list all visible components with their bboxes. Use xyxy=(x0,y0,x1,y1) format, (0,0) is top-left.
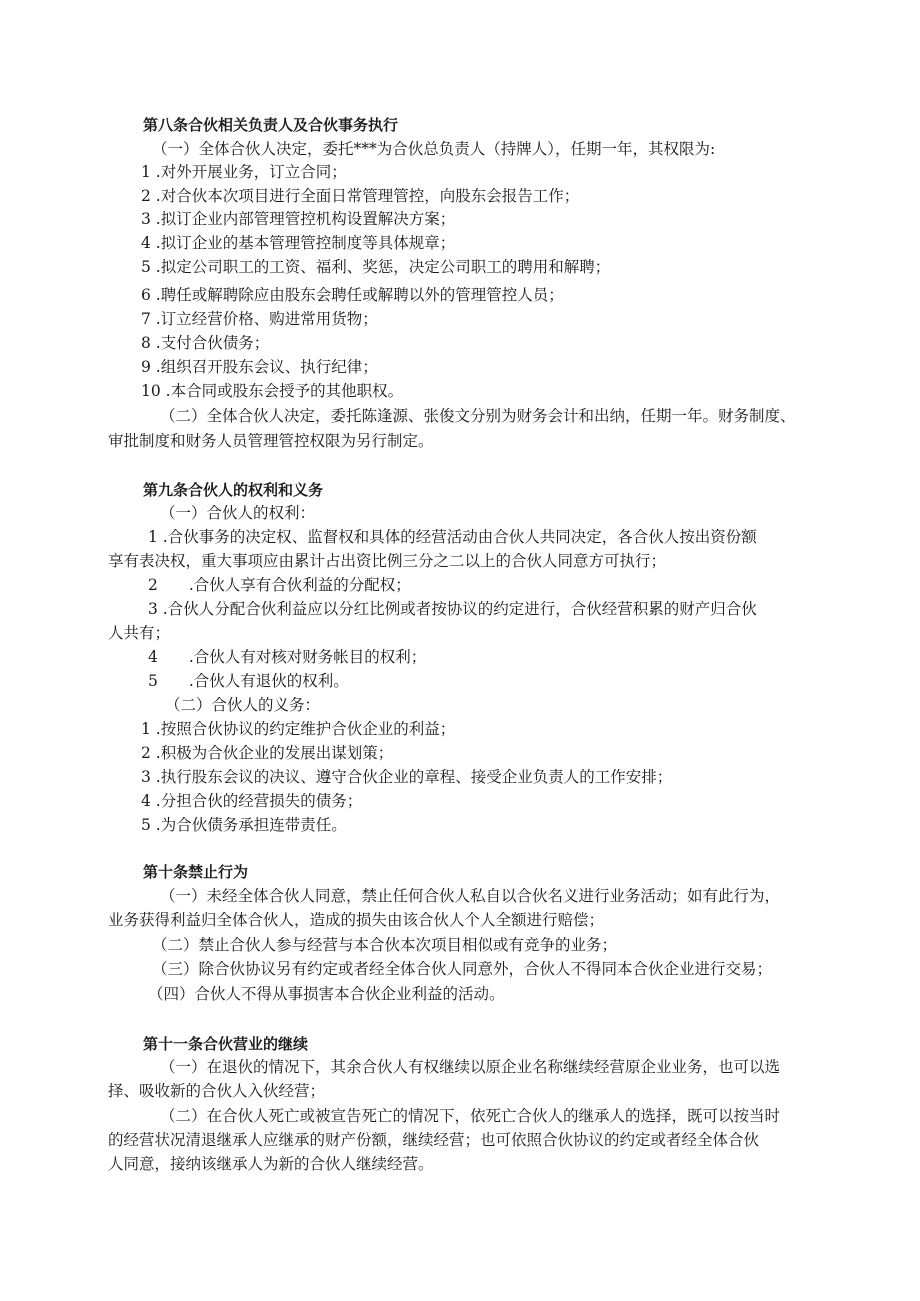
section-8-heading: 第八条合伙相关负责人及合伙事务执行 xyxy=(143,116,399,134)
section-8-line-3: 2 .对合伙本次项目进行全面日常管理管控，向股东会报告工作； xyxy=(141,187,580,205)
section-9-line-5: 3 .合伙人分配合伙利益应以分红比例或者按协议的约定进行，合伙经营积累的财产归合伙 xyxy=(148,600,757,618)
section-8-line-11: 10 .本合同或股东会授予的其他职权。 xyxy=(141,382,404,400)
section-10-line-4: （三）除合伙协议另有约定或者经全体合伙人同意外，合伙人不得同本合伙企业进行交易； xyxy=(152,960,773,978)
section-11-line-5: 人同意，接纳该继承人为新的合伙人继续经营。 xyxy=(108,1155,434,1173)
section-11-heading: 第十一条合伙营业的继续 xyxy=(143,1035,309,1053)
section-8-line-4: 3 .拟订企业内部管理管控机构设置解决方案； xyxy=(141,210,456,228)
section-9-line-14: 5 .为合伙债务承担连带责任。 xyxy=(141,816,347,834)
section-8-line-1: （一）全体合伙人决定，委托***为合伙总负责人（持牌人），任期一年，其权限为: xyxy=(152,140,716,158)
section-9-line-13: 4 .分担合伙的经营损失的债务； xyxy=(141,792,363,810)
section-11-line-2: 择、吸收新的合伙人入伙经营； xyxy=(108,1082,326,1100)
section-9-line-6: 人共有； xyxy=(108,624,171,642)
section-10-line-5: （四）合伙人不得从事损害本合伙企业利益的活动。 xyxy=(148,985,505,1003)
section-9-heading: 第九条合伙人的权利和义务 xyxy=(143,481,324,499)
section-9-line-4: 2 .合伙人享有合伙利益的分配权； xyxy=(148,576,411,594)
section-10-line-2: 业务获得利益归全体合伙人，造成的损失由该合伙人个人全额进行赔偿； xyxy=(108,911,605,929)
section-8-line-7: 6 .聘任或解聘除应由股东会聘任或解聘以外的管理管控人员； xyxy=(141,286,564,304)
section-8-line-2: 1 .对外开展业务，订立合同； xyxy=(141,163,347,181)
section-9-line-2: 1 .合伙事务的决定权、监督权和具体的经营活动由合伙人共同决定，各合伙人按出资份额 xyxy=(148,528,757,546)
section-9-line-7: 4 .合伙人有对核对财务帐目的权利； xyxy=(148,648,427,666)
section-8-line-5: 4 .拟订企业的基本管理管控制度等具体规章； xyxy=(141,234,456,252)
section-11-line-3: （二）在合伙人死亡或被宣告死亡的情况下，依死亡合伙人的继承人的选择，既可以按当时 xyxy=(160,1107,781,1125)
section-11-line-4: 的经营状况清退继承人应继承的财产份额，继续经营；也可依照合伙协议的约定或者经全体合伙 xyxy=(108,1131,760,1149)
section-9-line-1: （一）合伙人的权利： xyxy=(160,504,316,522)
section-9-line-10: 1 .按照合伙协议的约定维护合伙企业的利益； xyxy=(141,720,456,738)
section-11-line-1: （一）在退伙的情况下，其余合伙人有权继续以原企业名称继续经营原企业业务，也可以选 xyxy=(160,1058,781,1076)
section-10-line-3: （二）禁止合伙人参与经营与本合伙本次项目相似或有竞争的业务； xyxy=(152,936,618,954)
section-10-line-1: （一）未经全体合伙人同意，禁止任何合伙人私自以合伙名义进行业务活动；如有此行为， xyxy=(160,887,781,905)
section-9-line-9: （二）合伙人的义务： xyxy=(165,696,321,714)
section-9-line-8: 5 .合伙人有退伙的权利。 xyxy=(148,672,349,690)
section-9-line-3: 享有表决权，重大事项应由累计占出资比例三分之二以上的合伙人同意方可执行； xyxy=(108,552,667,570)
section-9-line-12: 3 .执行股东会议的决议、遵守合伙企业的章程、接受企业负责人的工作安排； xyxy=(141,768,673,786)
section-8-line-6: 5 .拟定公司职工的工资、福利、奖惩，决定公司职工的聘用和解聘； xyxy=(141,258,611,276)
section-10-heading: 第十条禁止行为 xyxy=(143,863,249,881)
section-8-line-8: 7 .订立经营价格、购进常用货物； xyxy=(141,310,378,328)
section-9-line-11: 2 .积极为合伙企业的发展出谋划策； xyxy=(141,744,394,762)
section-8-line-12: （二）全体合伙人决定，委托陈逢源、张俊文分别为财务会计和出纳，任期一年。财务制度、 xyxy=(160,407,796,425)
section-8-line-10: 9 .组织召开股东会议、执行纪律； xyxy=(141,358,378,376)
section-8-line-13: 审批制度和财务人员管理管控权限为另行制定。 xyxy=(108,432,434,450)
section-8-line-9: 8 .支付合伙债务； xyxy=(141,334,270,352)
